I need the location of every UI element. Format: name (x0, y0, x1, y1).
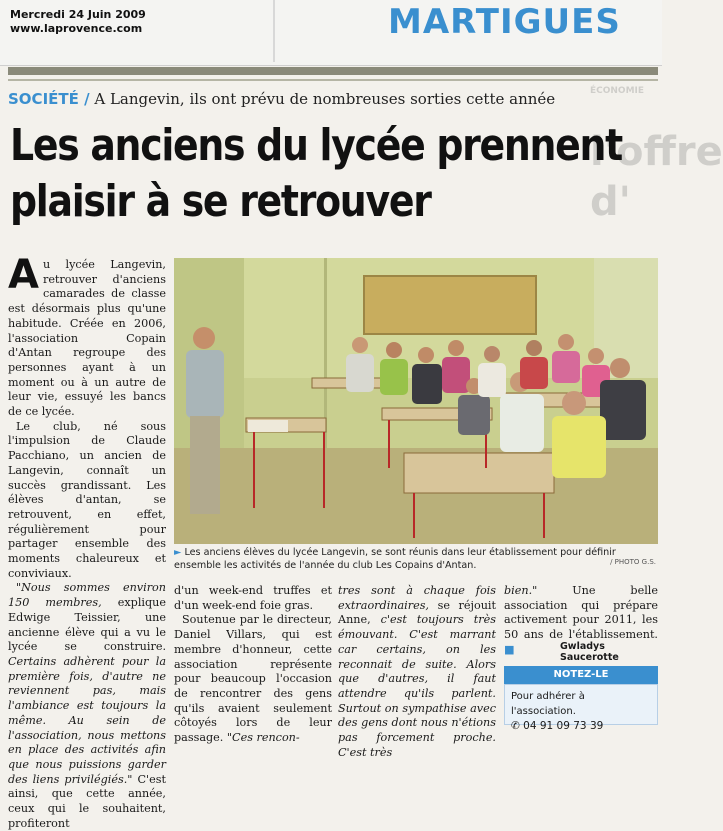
thin-rule (8, 79, 658, 81)
paragraph: bien." Une belle association qui prépare activement pour 2011, les 50 ans de l'établissement. ■ (504, 584, 658, 656)
body-column-3 (338, 584, 496, 760)
headline-line-2: plaisir à se retrouver (10, 176, 431, 227)
paragraph: Le club, né sous l'impulsion de Claude Pacchiano, un ancien de Langevin, connaît un succès grandissant. Les élèves d'antan, se retrouvent, en effet, régulièrement pour partager ensemble des moments chaleureux et conviviaux. (8, 419, 166, 580)
website-link[interactable]: www.laprovence.com (10, 22, 143, 35)
drop-cap: A (8, 252, 39, 298)
city-title: MARTIGUES (388, 2, 621, 42)
article-photo (174, 258, 658, 544)
author-signature: Gwladys Saucerotte (560, 641, 619, 663)
paragraph: Soutenue par le directeur, Daniel Villars, qui est membre d'honneur, cette association représente pour beaucoup l'occasion de rencontrer des gens qu'ils avaient seulement côtoyés lors de leur passage. "Ces rencon- (174, 613, 332, 745)
masthead-divider (273, 0, 275, 62)
notez-text: Pour adhérer à l'association. (511, 691, 585, 717)
publication-date: Mercredi 24 Juin 2009 (10, 8, 146, 21)
top-rule (8, 67, 658, 75)
classroom-photo (174, 258, 658, 544)
masthead-info (10, 8, 146, 36)
headline (10, 118, 622, 230)
masthead (0, 0, 662, 66)
caption-marker-icon: ► (174, 547, 182, 558)
headline-line-1: Les anciens du lycée prennent (10, 120, 622, 171)
end-mark-icon: ■ (504, 642, 515, 656)
notez-box (504, 684, 658, 732)
phone-number[interactable]: 04 91 09 73 39 (523, 720, 604, 732)
subhead: A Langevin, ils ont prévu de nombreuses sorties cette année (94, 90, 556, 108)
kicker (8, 90, 555, 108)
body-column-1 (8, 252, 166, 831)
notez-phone (511, 719, 651, 734)
phone-icon: ✆ (511, 720, 520, 732)
body-column-2 (174, 584, 332, 746)
photo-caption: ► Les anciens élèves du lycée Langevin, se sont réunis dans leur établissement pour définir ensemble les activités de l'année du club Les Copains d'Antan. (174, 547, 616, 571)
paragraph: tres sont à chaque fois extraordinaires, se réjouit Anne, c'est toujours très émouvant. C'est marrant car certains, on les reconnait de suite. Alors que d'autres, il faut attendre qu'ils parlent. Surtout on sympathise avec des gens dont nous n'étions pas forcement proche. C'est très (338, 584, 496, 759)
section-label: SOCIÉTÉ / (8, 90, 90, 108)
notez-title: NOTEZ-LE (504, 666, 658, 684)
paragraph: "Nous sommes environ 150 membres, explique Edwige Teissier, une ancienne élève qui a vu le lycée se construire. Certains adhèrent pour la première fois, d'autre ne reviennent pas, mais l'ambiance est toujours la même. Au sein de l'association, nous mettons en place des activités afin que nous puissions garder des liens privilégiés." C'est ainsi, que cette année, ceux qui le souhaitent, profiteront (8, 581, 166, 830)
paragraph: Au lycée Langevin, retrouver d'anciens camarades de classe est désormais plus qu'une habitude. Créée en 2006, l'association Copain d'Antan regroupe des personnes ayant à un moment ou à un autre de leur vie, essuyé les bancs de ce lycée. (8, 252, 166, 419)
neighbor-article-fragment: ÉCONOMIE l'offre d' (590, 86, 723, 225)
photo-credit: / PHOTO G.S. (610, 558, 656, 566)
paragraph: d'un week-end truffes et d'un week-end foie gras. (174, 584, 332, 612)
